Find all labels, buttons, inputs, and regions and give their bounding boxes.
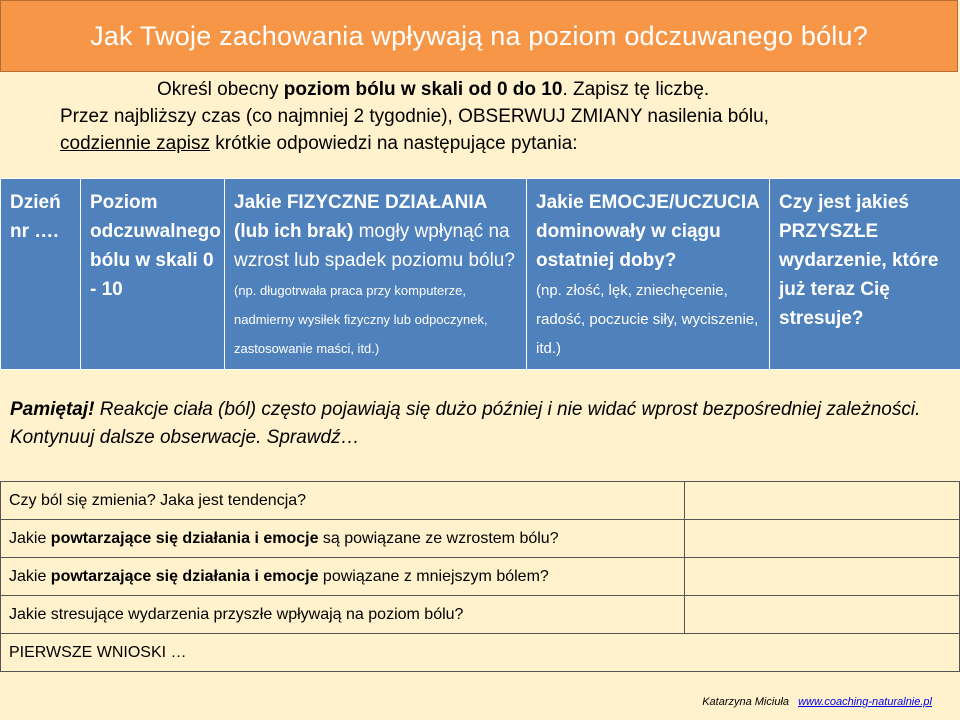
observation-table <box>0 178 960 370</box>
first-conclusions: PIERWSZE WNIOSKI … <box>1 634 960 672</box>
remember-bold: Pamiętaj! <box>10 399 95 420</box>
header-pain-level <box>81 179 225 370</box>
header-emotions-note: (np. złość, lęk, zniechęcenie, radość, poczucie siły, wyciszenie, itd.) <box>536 282 759 357</box>
header-emotions <box>527 179 770 370</box>
header-physical-actions-bold: Jakie FIZYCZNE DZIAŁANIA (lub ich brak) <box>234 192 487 242</box>
answer-cell <box>685 558 960 596</box>
table-row <box>1 482 960 520</box>
question-text-part: powiązane z mniejszym bólem? <box>318 567 549 585</box>
question-2 <box>1 520 685 558</box>
intro-text-part: Określ obecny <box>157 79 284 100</box>
table-row <box>1 520 960 558</box>
footer <box>702 696 932 708</box>
table-row <box>1 558 960 596</box>
header-day-text: Dzień nr …. <box>10 192 61 242</box>
remember-text: Reakcje ciała (ból) często pojawiają się dużo później i nie widać wprost bezpośredniej zależności. Kontynuuj dalsze obserwacje. Sprawdź… <box>10 399 921 448</box>
intro-text <box>0 76 960 157</box>
header-future-event <box>770 179 960 370</box>
page-title: Jak Twoje zachowania wpływają na poziom odczuwanego bólu? <box>90 20 868 51</box>
question-1: Czy ból się zmienia? Jaka jest tendencja? <box>1 482 685 520</box>
table-row <box>1 634 960 672</box>
answer-cell <box>685 596 960 634</box>
header-day <box>1 179 81 370</box>
header-emotions-bold: Jakie EMOCJE/UCZUCIA dominowały w ciągu ostatniej doby? <box>536 192 760 271</box>
question-bold: powtarzające się działania i emocje <box>50 529 319 547</box>
table-row <box>1 596 960 634</box>
answer-cell <box>685 482 960 520</box>
intro-underlined: codziennie zapisz <box>60 133 210 154</box>
answer-cell <box>685 520 960 558</box>
question-text-part: są powiązane ze wzrostem bólu? <box>318 529 559 547</box>
intro-line-3 <box>0 130 960 157</box>
question-4: Jakie stresujące wydarzenia przyszłe wpływają na poziom bólu? <box>1 596 685 634</box>
intro-bold: poziom bólu w skali od 0 do 10 <box>283 79 563 100</box>
header-pain-level-text: Poziom odczuwalnego bólu w skali 0 - 10 <box>90 192 221 300</box>
question-text-part: Jakie <box>9 529 51 547</box>
footer-author: Katarzyna Miciuła <box>702 696 790 708</box>
header-physical-actions-note: (np. długotrwała praca przy komputerze, nadmierny wysiłek fizyczny lub odpoczynek, zastosowanie maści, itd.) <box>234 283 488 356</box>
question-3 <box>1 558 685 596</box>
question-text-part: Jakie <box>9 567 51 585</box>
intro-line-2: Przez najbliższy czas (co najmniej 2 tygodnie), OBSERWUJ ZMIANY nasilenia bólu, <box>60 106 769 127</box>
questions-table <box>0 481 960 672</box>
remember-note <box>10 396 950 452</box>
intro-text-part: . Zapisz tę liczbę. <box>562 79 710 100</box>
intro-line-1 <box>0 76 960 103</box>
header-future-event-text: Czy jest jakieś PRZYSZŁE wydarzenie, które już teraz Cię stresuje? <box>779 192 939 329</box>
header-physical-actions <box>225 179 527 370</box>
footer-link[interactable]: www.coaching-naturalnie.pl <box>798 696 932 708</box>
intro-text-part: krótkie odpowiedzi na następujące pytania: <box>209 133 578 154</box>
title-bar <box>0 0 958 72</box>
question-bold: powtarzające się działania i emocje <box>50 567 319 585</box>
header-physical-actions-text: mogły wpłynąć na wzrost lub spadek poziomu bólu? <box>234 221 515 271</box>
